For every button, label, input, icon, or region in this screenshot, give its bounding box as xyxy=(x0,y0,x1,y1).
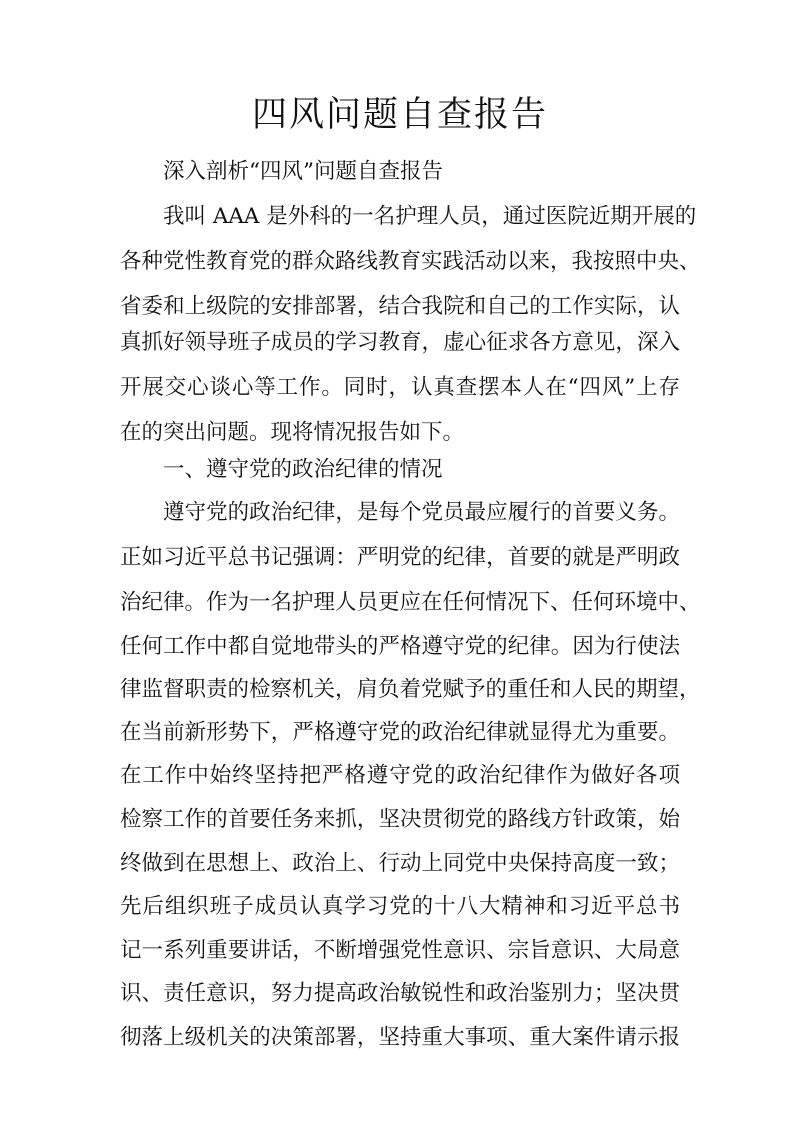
body-line: 我叫 AAA 是外科的一名护理人员，通过医院近期开展的 xyxy=(163,204,697,229)
body-line: 遵守党的政治纪律，是每个党员最应履行的首要义务。 xyxy=(163,500,680,525)
body-line: 任何工作中都自觉地带头的严格遵守党的纪律。因为行使法 xyxy=(120,634,680,659)
body-line: 省委和上级院的安排部署，结合我院和自己的工作实际，认 xyxy=(120,294,680,319)
body-line: 彻落上级机关的决策部署，坚持重大事项、重大案件请示报 xyxy=(120,1025,680,1050)
body-line: 律监督职责的检察机关，肩负着党赋予的重任和人民的期望， xyxy=(120,677,701,702)
body-line: 检察工作的首要任务来抓，坚决贯彻党的路线方针政策，始 xyxy=(120,807,680,832)
body-line: 在当前新形势下，严格遵守党的政治纪律就显得尤为重要。 xyxy=(120,720,680,745)
subtitle-line: 深入剖析“四风”问题自查报告 xyxy=(163,159,443,184)
body-line: 治纪律。作为一名护理人员更应在任何情况下、任何环境中、 xyxy=(120,590,701,615)
body-line: 终做到在思想上、政治上、行动上同党中央保持高度一致； xyxy=(120,851,680,876)
body-line: 各种党性教育党的群众路线教育实践活动以来，我按照中央、 xyxy=(120,249,701,274)
body-line: 在工作中始终坚持把严格遵守党的政治纪律作为做好各项 xyxy=(120,763,680,788)
body-line: 真抓好领导班子成员的学习教育，虚心征求各方意见，深入 xyxy=(120,330,680,355)
section-heading: 一、遵守党的政治纪律的情况 xyxy=(163,457,443,482)
body-line: 记一系列重要讲话，不断增强党性意识、宗旨意识、大局意 xyxy=(120,938,680,963)
body-line: 在的突出问题。现将情况报告如下。 xyxy=(120,420,465,445)
body-line: 开展交心谈心等工作。同时，认真查摆本人在“四风”上存 xyxy=(120,375,680,400)
document-title: 四风问题自查报告 xyxy=(251,95,548,135)
body-line: 先后组织班子成员认真学习党的十八大精神和习近平总书 xyxy=(120,894,680,919)
body-line: 正如习近平总书记强调：严明党的纪律，首要的就是严明政 xyxy=(120,545,680,570)
body-line: 识、责任意识，努力提高政治敏锐性和政治鉴别力；坚决贯 xyxy=(120,981,680,1006)
